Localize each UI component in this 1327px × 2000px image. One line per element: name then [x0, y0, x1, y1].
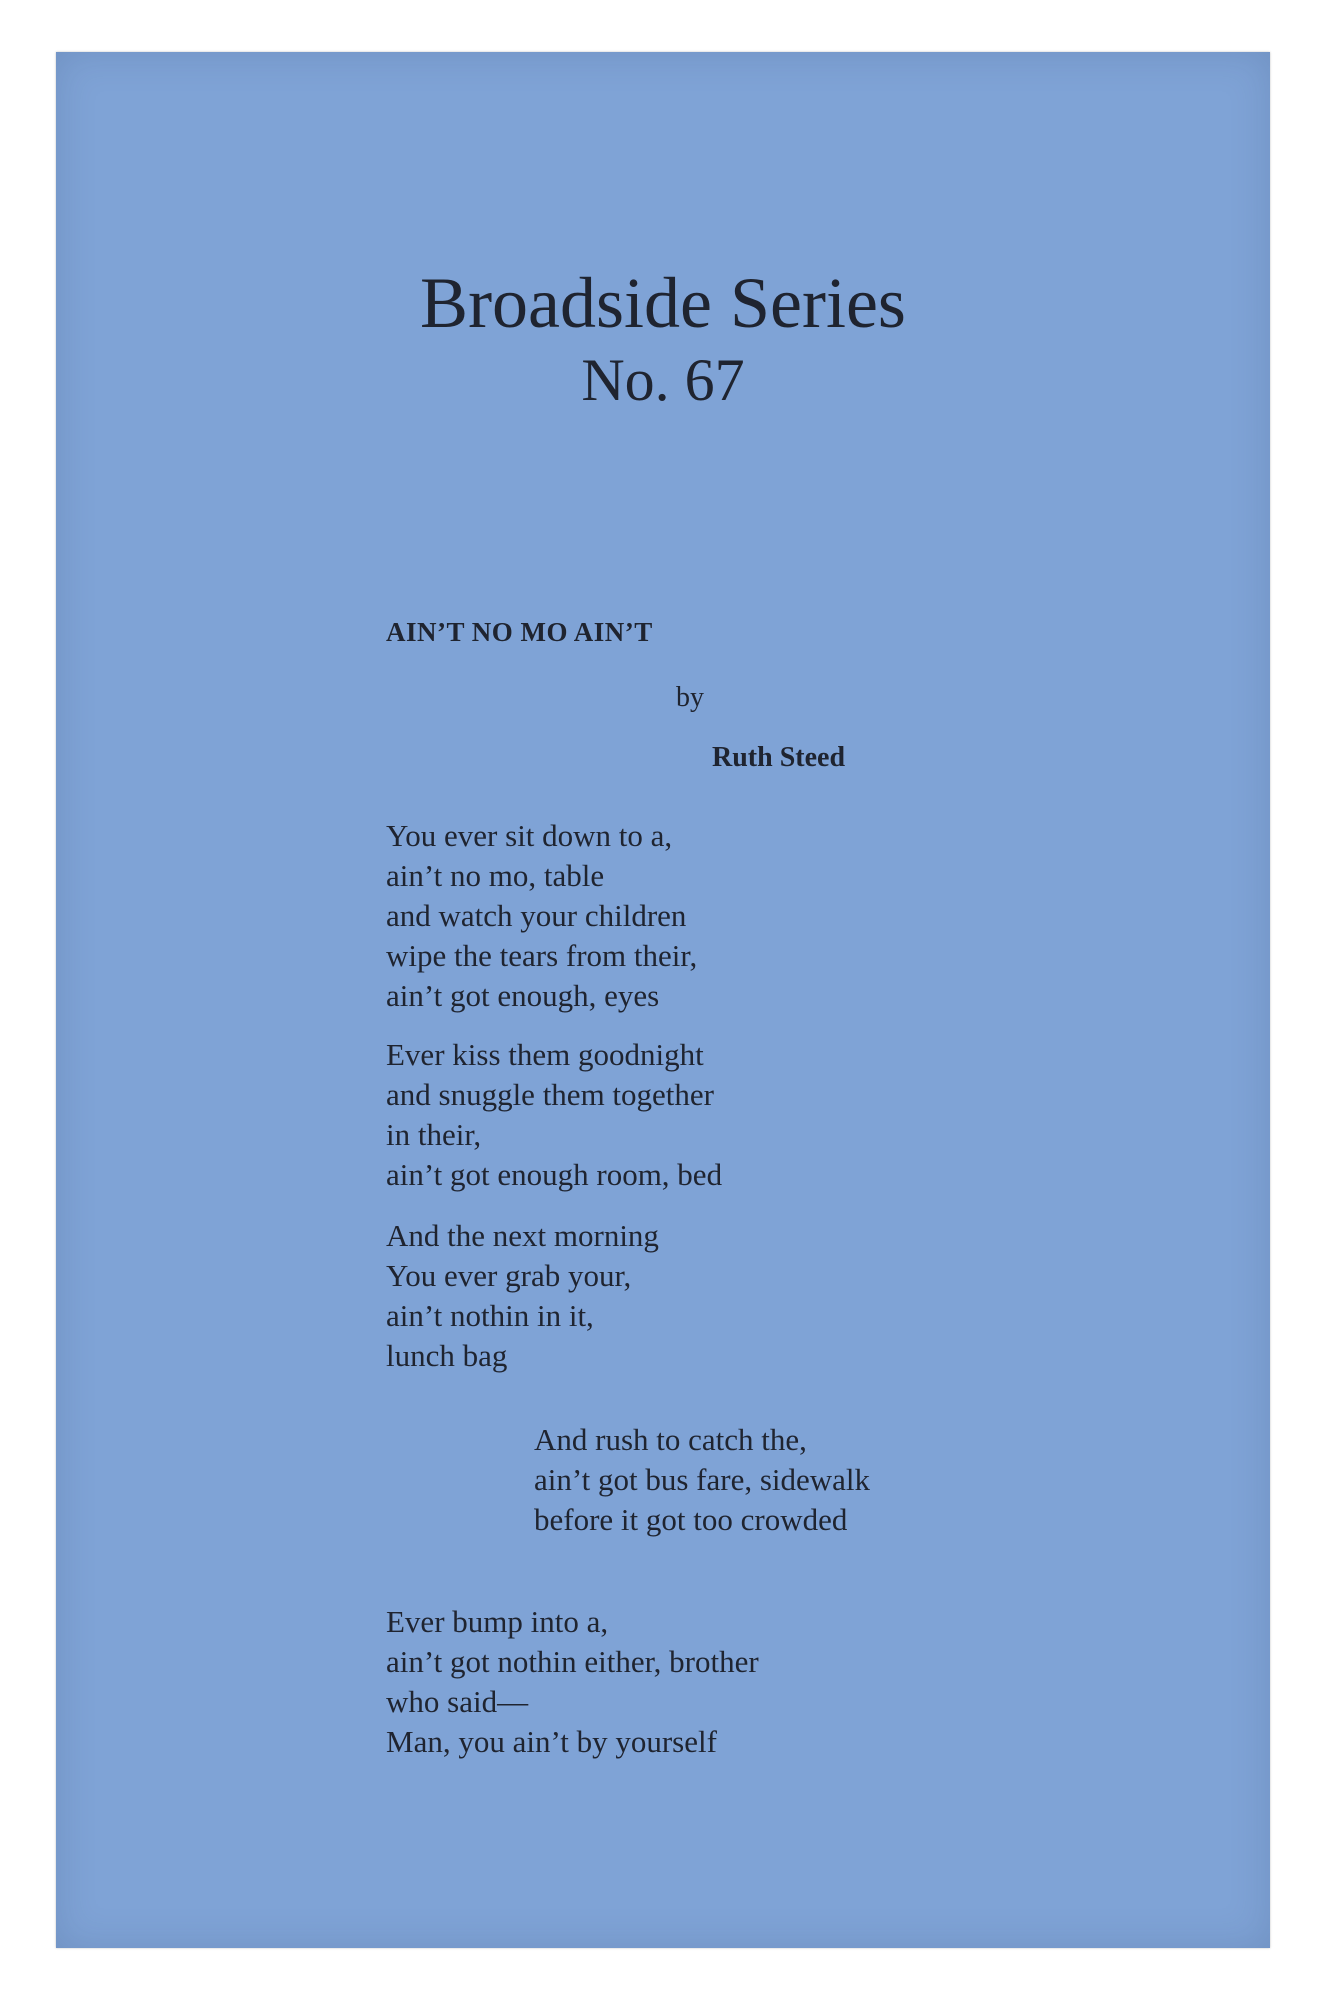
poem-line: You ever grab your, [386, 1258, 632, 1293]
author-name: Ruth Steed [712, 742, 846, 773]
broadside-sheet [56, 52, 1270, 1948]
poem-line: Ever bump into a, [386, 1604, 609, 1639]
poem-line: ain’t nothin in it, [386, 1298, 594, 1333]
poem-line: Man, you ain’t by yourself [386, 1724, 717, 1759]
poem-line: and snuggle them together [386, 1077, 714, 1112]
poem-line: ain’t got enough room, bed [386, 1157, 723, 1192]
poem-title: AIN’T NO MO AIN’T [386, 617, 653, 647]
stanza-1 [386, 816, 697, 1016]
stanza-3 [386, 1216, 659, 1376]
poem-line: and watch your children [386, 898, 687, 933]
poem-line: You ever sit down to a, [386, 818, 673, 853]
poem-line: ain’t got nothin either, brother [386, 1644, 759, 1679]
poem-line: ain’t got bus fare, sidewalk [534, 1462, 871, 1497]
stanza-2 [386, 1035, 722, 1195]
stanza-5 [386, 1602, 759, 1762]
poem-line: lunch bag [386, 1338, 508, 1373]
series-title: Broadside Series [420, 263, 906, 343]
poem-line: ain’t got enough, eyes [386, 978, 660, 1013]
poem-line: Ever kiss them goodnight [386, 1037, 704, 1072]
poem-line: And rush to catch the, [534, 1422, 807, 1457]
series-number: No. 67 [581, 347, 745, 413]
poem-line: who said— [386, 1684, 529, 1719]
poem-line: before it got too crowded [534, 1502, 848, 1537]
poem-line: wipe the tears from their, [386, 938, 698, 973]
poem-line: in their, [386, 1117, 482, 1152]
by-line: by [676, 682, 704, 713]
poem-line: ain’t no mo, table [386, 858, 605, 893]
poem-line: And the next morning [386, 1218, 659, 1253]
stanza-4 [534, 1420, 870, 1540]
